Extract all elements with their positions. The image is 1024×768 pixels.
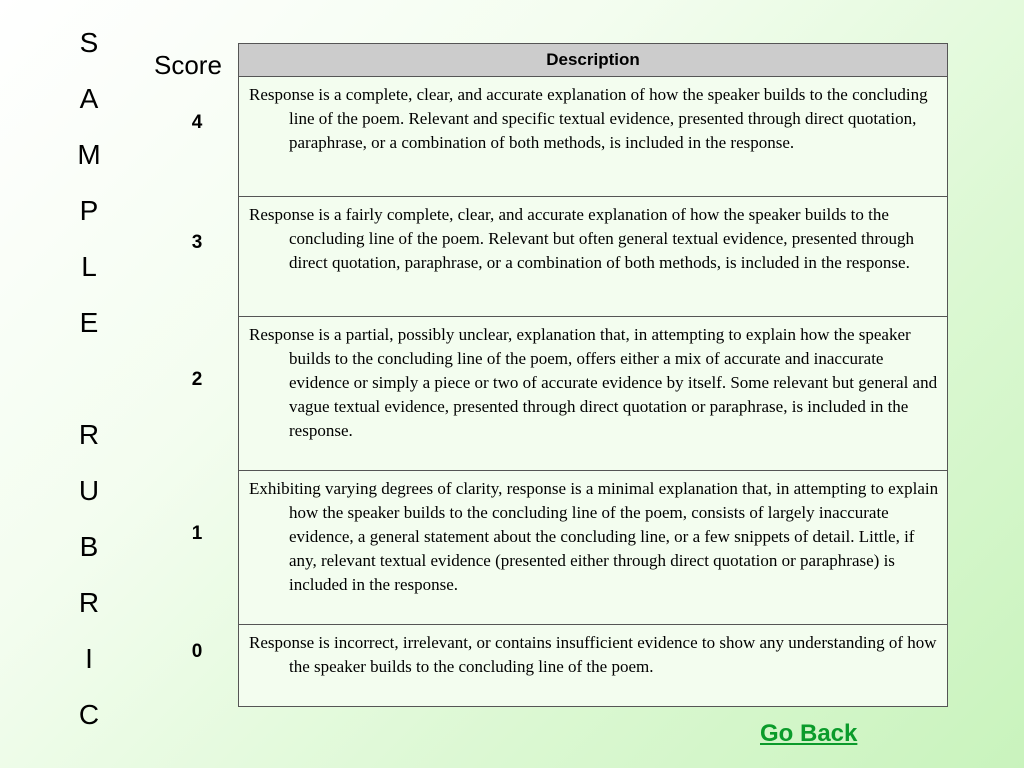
score-value-2: 2: [191, 368, 203, 390]
title-letter-gap: [60, 356, 118, 412]
description-cell: Response is a fairly complete, clear, and accurate explanation of how the speaker builds to the concluding line of the poem. Relevant but often general textual evidence, presented through direct quotation, paraphrase, or a combination of both methods, is included in the response.: [239, 197, 948, 317]
score-column-heading: Score: [154, 50, 222, 80]
title-letter: R: [78, 419, 100, 450]
title-letter: U: [78, 475, 100, 506]
table-row: [239, 197, 948, 317]
title-letter: R: [78, 587, 100, 618]
description-cell: Response is a complete, clear, and accurate explanation of how the speaker builds to the concluding line of the poem. Relevant and specific textual evidence, presented through direct quotation, paraphrase, or a combination of both methods, is included in the response.: [239, 77, 948, 197]
score-value-0: 0: [191, 640, 203, 662]
score-value-1: 1: [191, 522, 203, 544]
score-value-3: 3: [191, 231, 203, 253]
description-cell: Response is a partial, possibly unclear, explanation that, in attempting to explain how the speaker builds to the concluding line of the poem, offers either a mix of accurate and inaccurate evidence or simply a piece or two of accurate evidence by itself. Some relevant but general and vague textual evidence, presented through direct quotation or paraphrase, is included in the response.: [239, 317, 948, 471]
description-cell: Exhibiting varying degrees of clarity, response is a minimal explanation that, in attempting to explain how the speaker builds to the concluding line of the poem, consists of largely inaccurate evidence, a general statement about the concluding line, or a few snippets of detail. Little, if any, relevant textual evidence (presented either through direct quotation or paraphrase) is included in the response.: [239, 471, 948, 625]
go-back-link[interactable]: Go Back: [760, 720, 858, 747]
vertical-title-sample-rubric: [60, 20, 118, 748]
title-letter: M: [77, 139, 101, 170]
score-value-4: 4: [191, 111, 203, 133]
table-row: [239, 625, 948, 707]
title-letter: P: [79, 195, 99, 226]
rubric-table: [238, 43, 948, 707]
table-row: [239, 77, 948, 197]
table-row: [239, 317, 948, 471]
description-header: Description: [239, 44, 948, 77]
title-letter: I: [85, 643, 93, 674]
title-letter: L: [81, 251, 97, 282]
title-letter: S: [79, 27, 99, 58]
score-column: [176, 76, 218, 663]
table-row: [239, 471, 948, 625]
title-letter: C: [78, 699, 100, 730]
table-header-row: [239, 44, 948, 77]
title-letter: E: [79, 307, 99, 338]
title-letter: A: [79, 83, 99, 114]
description-cell: Response is incorrect, irrelevant, or contains insufficient evidence to show any understanding of how the speaker builds to the concluding line of the poem.: [239, 625, 948, 707]
title-letter: B: [79, 531, 99, 562]
